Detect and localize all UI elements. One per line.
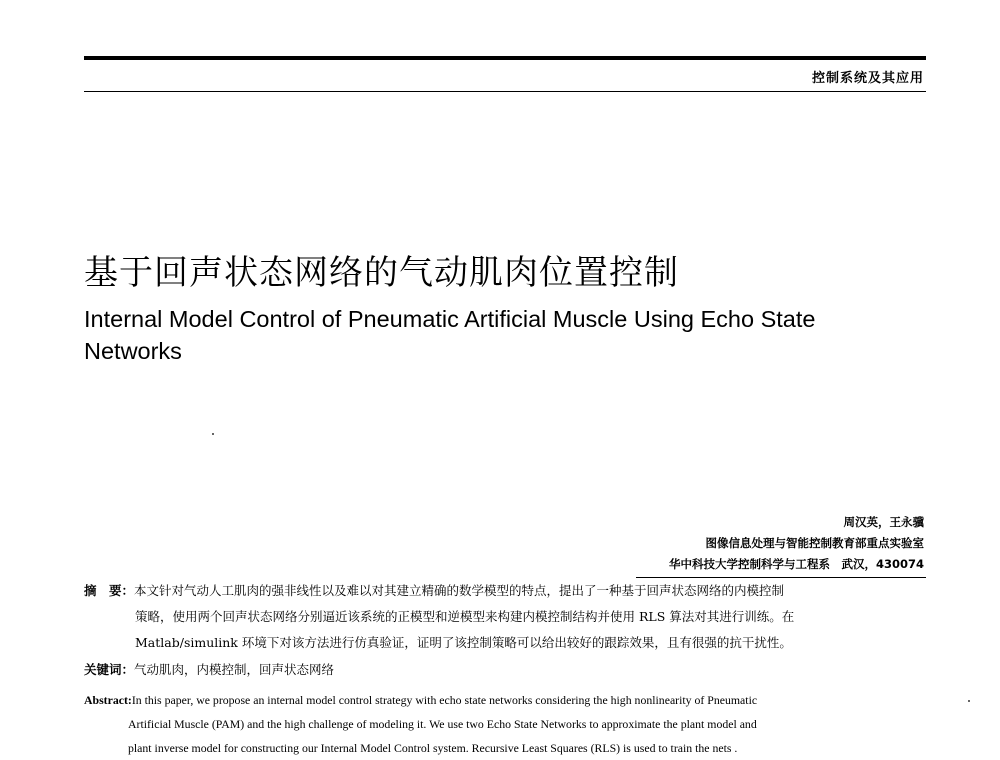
abstract-en-label: Abstract: [84, 693, 132, 707]
speck-mark [212, 433, 214, 435]
abstract-cn-line: Matlab/simulink 环境下对该方法进行仿真验证，证明了该控制策略可以给出较好的跟踪效果，且有很强的抗干扰性。 [135, 635, 792, 650]
speck-mark [968, 700, 970, 702]
keywords-cn-text: 气动肌肉，内模控制，回声状态网络 [134, 662, 335, 677]
header-rule-thick [84, 56, 926, 60]
abstract-chinese [84, 578, 930, 656]
header-rule-thin [84, 91, 926, 92]
author-block [669, 512, 924, 575]
keywords-chinese [84, 657, 930, 683]
running-title: 控制系统及其应用 [811, 71, 924, 86]
title-chinese: 基于回声状态网络的气动肌肉位置控制 [84, 253, 679, 293]
author-lab: 图像信息处理与智能控制教育部重点实验室 [705, 536, 924, 550]
abstract-en-line: plant inverse model for constructing our Internal Model Control system. Recursive Least Squares (RLS) is used to train the nets . [128, 741, 738, 755]
abstract-cn-line: 本文针对气动人工肌肉的强非线性以及难以对其建立精确的数学模型的特点，提出了一种基于回声状态网络的内模控制 [134, 583, 785, 598]
abstract-english [84, 688, 930, 760]
abstract-cn-line: 策略，使用两个回声状态网络分别逼近该系统的正模型和逆模型来构建内模控制结构并使用 RLS 算法对其进行训练。在 [135, 609, 795, 624]
abstract-en-line: Artificial Muscle (PAM) and the high challenge of modeling it. We use two Echo State Networks to approximate the plant model and [128, 717, 757, 731]
title-english: Internal Model Control of Pneumatic Artificial Muscle Using Echo State Networks [84, 306, 816, 364]
abstract-cn-label: 摘 要： [84, 583, 135, 598]
keywords-cn-label: 关键词： [84, 662, 135, 677]
abstract-en-line: In this paper, we propose an internal model control strategy with echo state networks considering the high nonlinearity of Pneumatic [131, 693, 758, 707]
author-names: 周汉英，王永骥 [843, 515, 924, 529]
author-dept: 华中科技大学控制科学与工程系 武汉，430074 [668, 557, 924, 571]
